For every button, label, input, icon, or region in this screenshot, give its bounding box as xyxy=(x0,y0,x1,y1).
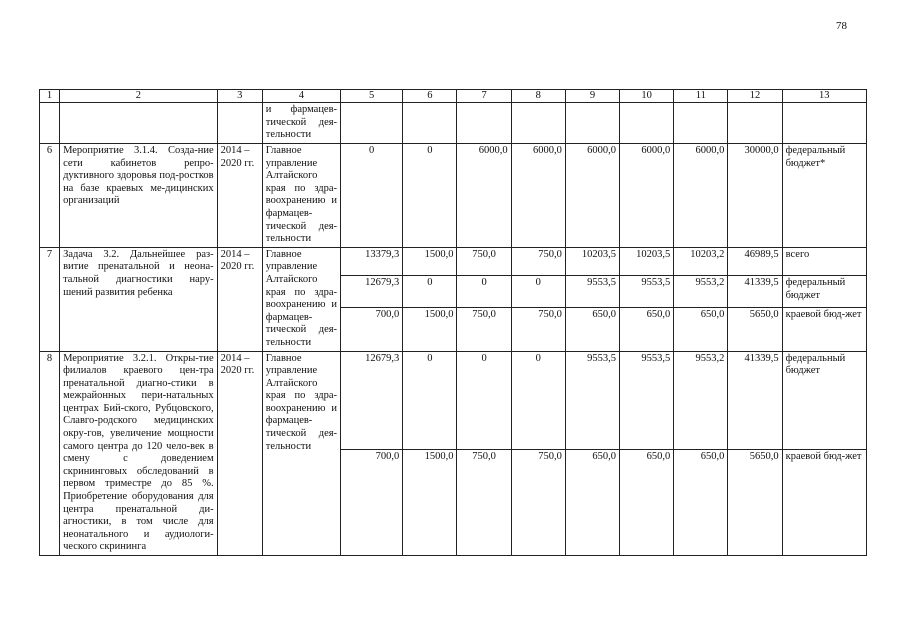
value-cell: 750,0 xyxy=(457,247,511,275)
period-cell: 2014 – 2020 гг. xyxy=(217,247,262,351)
value-cell: 650,0 xyxy=(620,307,674,351)
value-cell: 1500,0 xyxy=(403,247,457,275)
value-cell: 1500,0 xyxy=(403,307,457,351)
value-cell: 12679,3 xyxy=(341,351,403,449)
row-number: 8 xyxy=(40,351,60,556)
table-row xyxy=(40,247,867,275)
value-cell: 700,0 xyxy=(341,449,403,556)
activity-name: Мероприятие 3.2.1. Откры-тие филиалов краевого цен-тра пренатальной диагно-стики в межрайонных пери-натальных центрах Бий-ского, Рубцовского, Славго-родского медицинских окру-гов, увеличение мощности самого центра до 120 чело-век в смену с доведением скрининговых обследований в первом триместре до 85 %. Приобретение оборудования для центра пренатальной ди-агностики, в том числе для неонатального и аудиологи-ческого скрининга xyxy=(60,351,218,556)
value-cell: 0 xyxy=(511,351,565,449)
value-cell: 750,0 xyxy=(511,247,565,275)
value-cell: 750,0 xyxy=(457,307,511,351)
value-cell: 10203,2 xyxy=(674,247,728,275)
funding-source: федеральный бюджет xyxy=(782,351,866,449)
value-cell: 41339,5 xyxy=(728,351,782,449)
value-cell: 750,0 xyxy=(511,307,565,351)
value-cell: 0 xyxy=(457,351,511,449)
value-cell: 9553,5 xyxy=(620,351,674,449)
value-cell: 1500,0 xyxy=(403,449,457,556)
activity-name: Мероприятие 3.1.4. Созда-ние сети кабинетов репро-дуктивного здоровья под-ростков на базе краевых ме-дицинских организаций xyxy=(60,144,218,248)
value-cell: 5650,0 xyxy=(728,307,782,351)
value-cell: 30000,0 xyxy=(728,144,782,248)
value-cell: 10203,5 xyxy=(565,247,619,275)
value-cell: 650,0 xyxy=(620,449,674,556)
col-header: 12 xyxy=(728,90,782,103)
funding-source: краевой бюд-жет xyxy=(782,449,866,556)
col-header: 1 xyxy=(40,90,60,103)
col-header: 2 xyxy=(60,90,218,103)
value-cell: 6000,0 xyxy=(674,144,728,248)
col-header: 6 xyxy=(403,90,457,103)
value-cell: 0 xyxy=(403,144,457,248)
period-cell: 2014 – 2020 гг. xyxy=(217,351,262,556)
value-cell: 5650,0 xyxy=(728,449,782,556)
value-cell: 700,0 xyxy=(341,307,403,351)
activity-name: Задача 3.2. Дальнейшее раз-витие пренатальной и неона-тальной диагностики нару-шений развития ребенка xyxy=(60,247,218,351)
row-number: 6 xyxy=(40,144,60,248)
funding-source: краевой бюд-жет xyxy=(782,307,866,351)
program-table xyxy=(39,89,867,556)
value-cell: 750,0 xyxy=(511,449,565,556)
col-header: 4 xyxy=(262,90,340,103)
executor-cell: Главное управление Алтайского края по здра-воохранению и фармацев-тической дея-тельности xyxy=(262,351,340,556)
funding-source: федеральный бюджет xyxy=(782,276,866,308)
value-cell: 9553,2 xyxy=(674,276,728,308)
col-header: 8 xyxy=(511,90,565,103)
value-cell: 650,0 xyxy=(674,449,728,556)
value-cell: 9553,5 xyxy=(565,276,619,308)
page-number: 78 xyxy=(836,20,847,32)
value-cell: 6000,0 xyxy=(457,144,511,248)
value-cell: 10203,5 xyxy=(620,247,674,275)
value-cell: 650,0 xyxy=(674,307,728,351)
col-header: 13 xyxy=(782,90,866,103)
value-cell: 13379,3 xyxy=(341,247,403,275)
value-cell: 6000,0 xyxy=(620,144,674,248)
value-cell: 6000,0 xyxy=(565,144,619,248)
value-cell: 0 xyxy=(511,276,565,308)
period-cell: 2014 – 2020 гг. xyxy=(217,144,262,248)
value-cell: 650,0 xyxy=(565,449,619,556)
executor-cell: и фармацев-тической дея-тельности xyxy=(262,103,340,144)
row-number: 7 xyxy=(40,247,60,351)
value-cell: 0 xyxy=(403,276,457,308)
value-cell: 46989,5 xyxy=(728,247,782,275)
executor-cell: Главное управление Алтайского края по здра-воохранению и фармацев-тической дея-тельности xyxy=(262,144,340,248)
table-row xyxy=(40,351,867,449)
value-cell: 650,0 xyxy=(565,307,619,351)
value-cell: 0 xyxy=(403,351,457,449)
executor-cell: Главное управление Алтайского края по здра-воохранению и фармацев-тической дея-тельности xyxy=(262,247,340,351)
col-header: 10 xyxy=(620,90,674,103)
funding-source: федеральный бюджет* xyxy=(782,144,866,248)
value-cell: 9553,5 xyxy=(565,351,619,449)
value-cell: 12679,3 xyxy=(341,276,403,308)
table-row xyxy=(40,144,867,248)
header-row xyxy=(40,90,867,103)
value-cell: 41339,5 xyxy=(728,276,782,308)
col-header: 3 xyxy=(217,90,262,103)
table-row-continuation xyxy=(40,103,867,144)
value-cell: 0 xyxy=(457,276,511,308)
col-header: 9 xyxy=(565,90,619,103)
col-header: 11 xyxy=(674,90,728,103)
col-header: 7 xyxy=(457,90,511,103)
value-cell: 6000,0 xyxy=(511,144,565,248)
col-header: 5 xyxy=(341,90,403,103)
value-cell: 9553,2 xyxy=(674,351,728,449)
value-cell: 0 xyxy=(341,144,403,248)
value-cell: 9553,5 xyxy=(620,276,674,308)
funding-source: всего xyxy=(782,247,866,275)
value-cell: 750,0 xyxy=(457,449,511,556)
